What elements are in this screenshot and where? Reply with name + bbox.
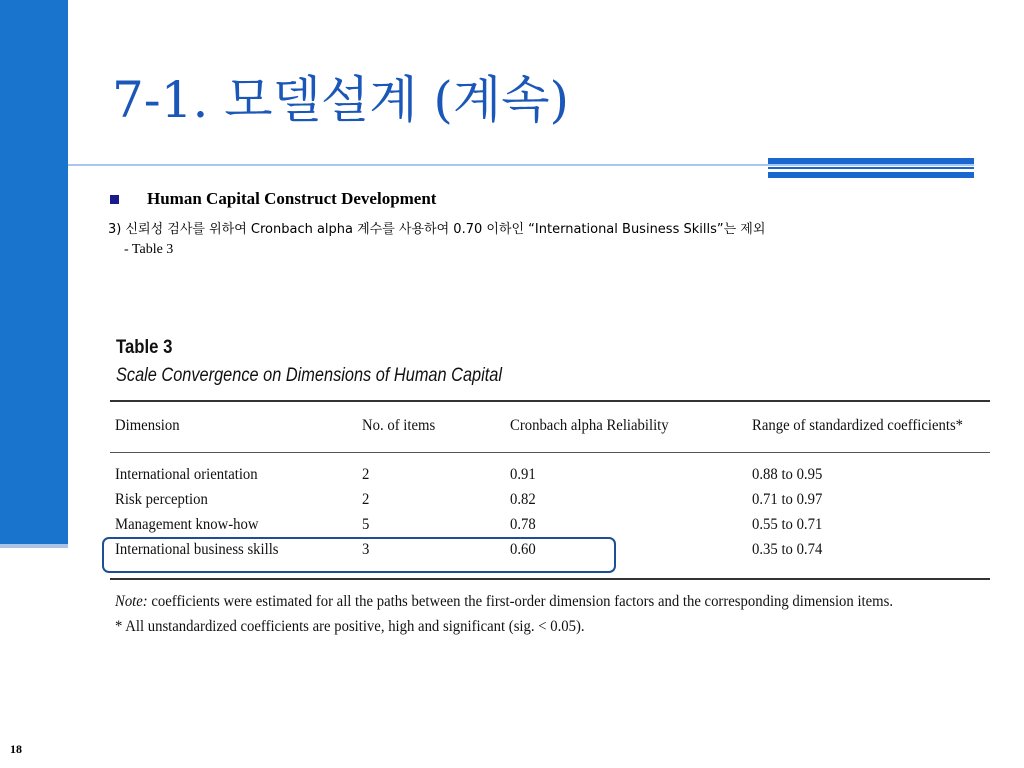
table-note (115, 593, 893, 611)
table-cell: 0.88 to 0.95 (752, 466, 823, 483)
column-header: No. of items (362, 417, 436, 434)
table-cell: 0.78 (510, 516, 536, 533)
table-cell: International business skills (115, 541, 279, 558)
column-header: Range of standardized coefficients* (752, 417, 964, 434)
table-cell: 5 (362, 516, 370, 533)
table-caption: Scale Convergence on Dimensions of Human Capital (116, 365, 503, 386)
table-cell: 3 (362, 541, 370, 558)
table-cell: 0.60 (510, 541, 536, 558)
table-label: Table 3 (116, 337, 173, 358)
title-accent-stripe (768, 167, 974, 169)
title-accent-stripe (768, 172, 974, 178)
left-accent-bar-shadow (0, 544, 68, 548)
square-bullet-icon (110, 195, 119, 204)
table-cell: International orientation (115, 466, 258, 483)
left-accent-bar (0, 0, 68, 544)
table-cell: 0.35 to 0.74 (752, 541, 823, 558)
column-header: Cronbach alpha Reliability (510, 417, 669, 434)
page-number: 18 (10, 742, 22, 756)
title-accent-stripe (768, 158, 974, 164)
note-label: Note: (115, 593, 148, 610)
slide-title: 7-1. 모델설계 (계속) (112, 71, 570, 129)
body-text-line: - Table 3 (124, 242, 174, 257)
table-bottom-rule (110, 578, 990, 580)
table-cell: 0.91 (510, 466, 536, 483)
table-cell: Risk perception (115, 491, 208, 508)
table-cell: Management know-how (115, 516, 259, 533)
note-text: coefficients were estimated for all the paths between the first-order dimension factors and the corresponding dimension items. (151, 593, 894, 610)
table-cell: 2 (362, 466, 370, 483)
table-footnote: * All unstandardized coefficients are positive, high and significant (sig. < 0.05). (115, 618, 585, 635)
table-cell: 2 (362, 491, 370, 508)
column-header: Dimension (115, 417, 180, 434)
bullet-heading: Human Capital Construct Development (147, 189, 437, 208)
table-cell: 0.55 to 0.71 (752, 516, 823, 533)
title-divider (68, 164, 974, 166)
table-header-rule (110, 452, 990, 453)
table-cell: 0.82 (510, 491, 536, 508)
table-cell: 0.71 to 0.97 (752, 491, 823, 508)
table-top-rule (110, 400, 990, 402)
highlighted-row-box (102, 537, 616, 573)
body-text-line: 3) 신뢰성 검사를 위하여 Cronbach alpha 계수를 사용하여 0.70 이하인 “International Business Skills”는 제외 (108, 222, 766, 237)
